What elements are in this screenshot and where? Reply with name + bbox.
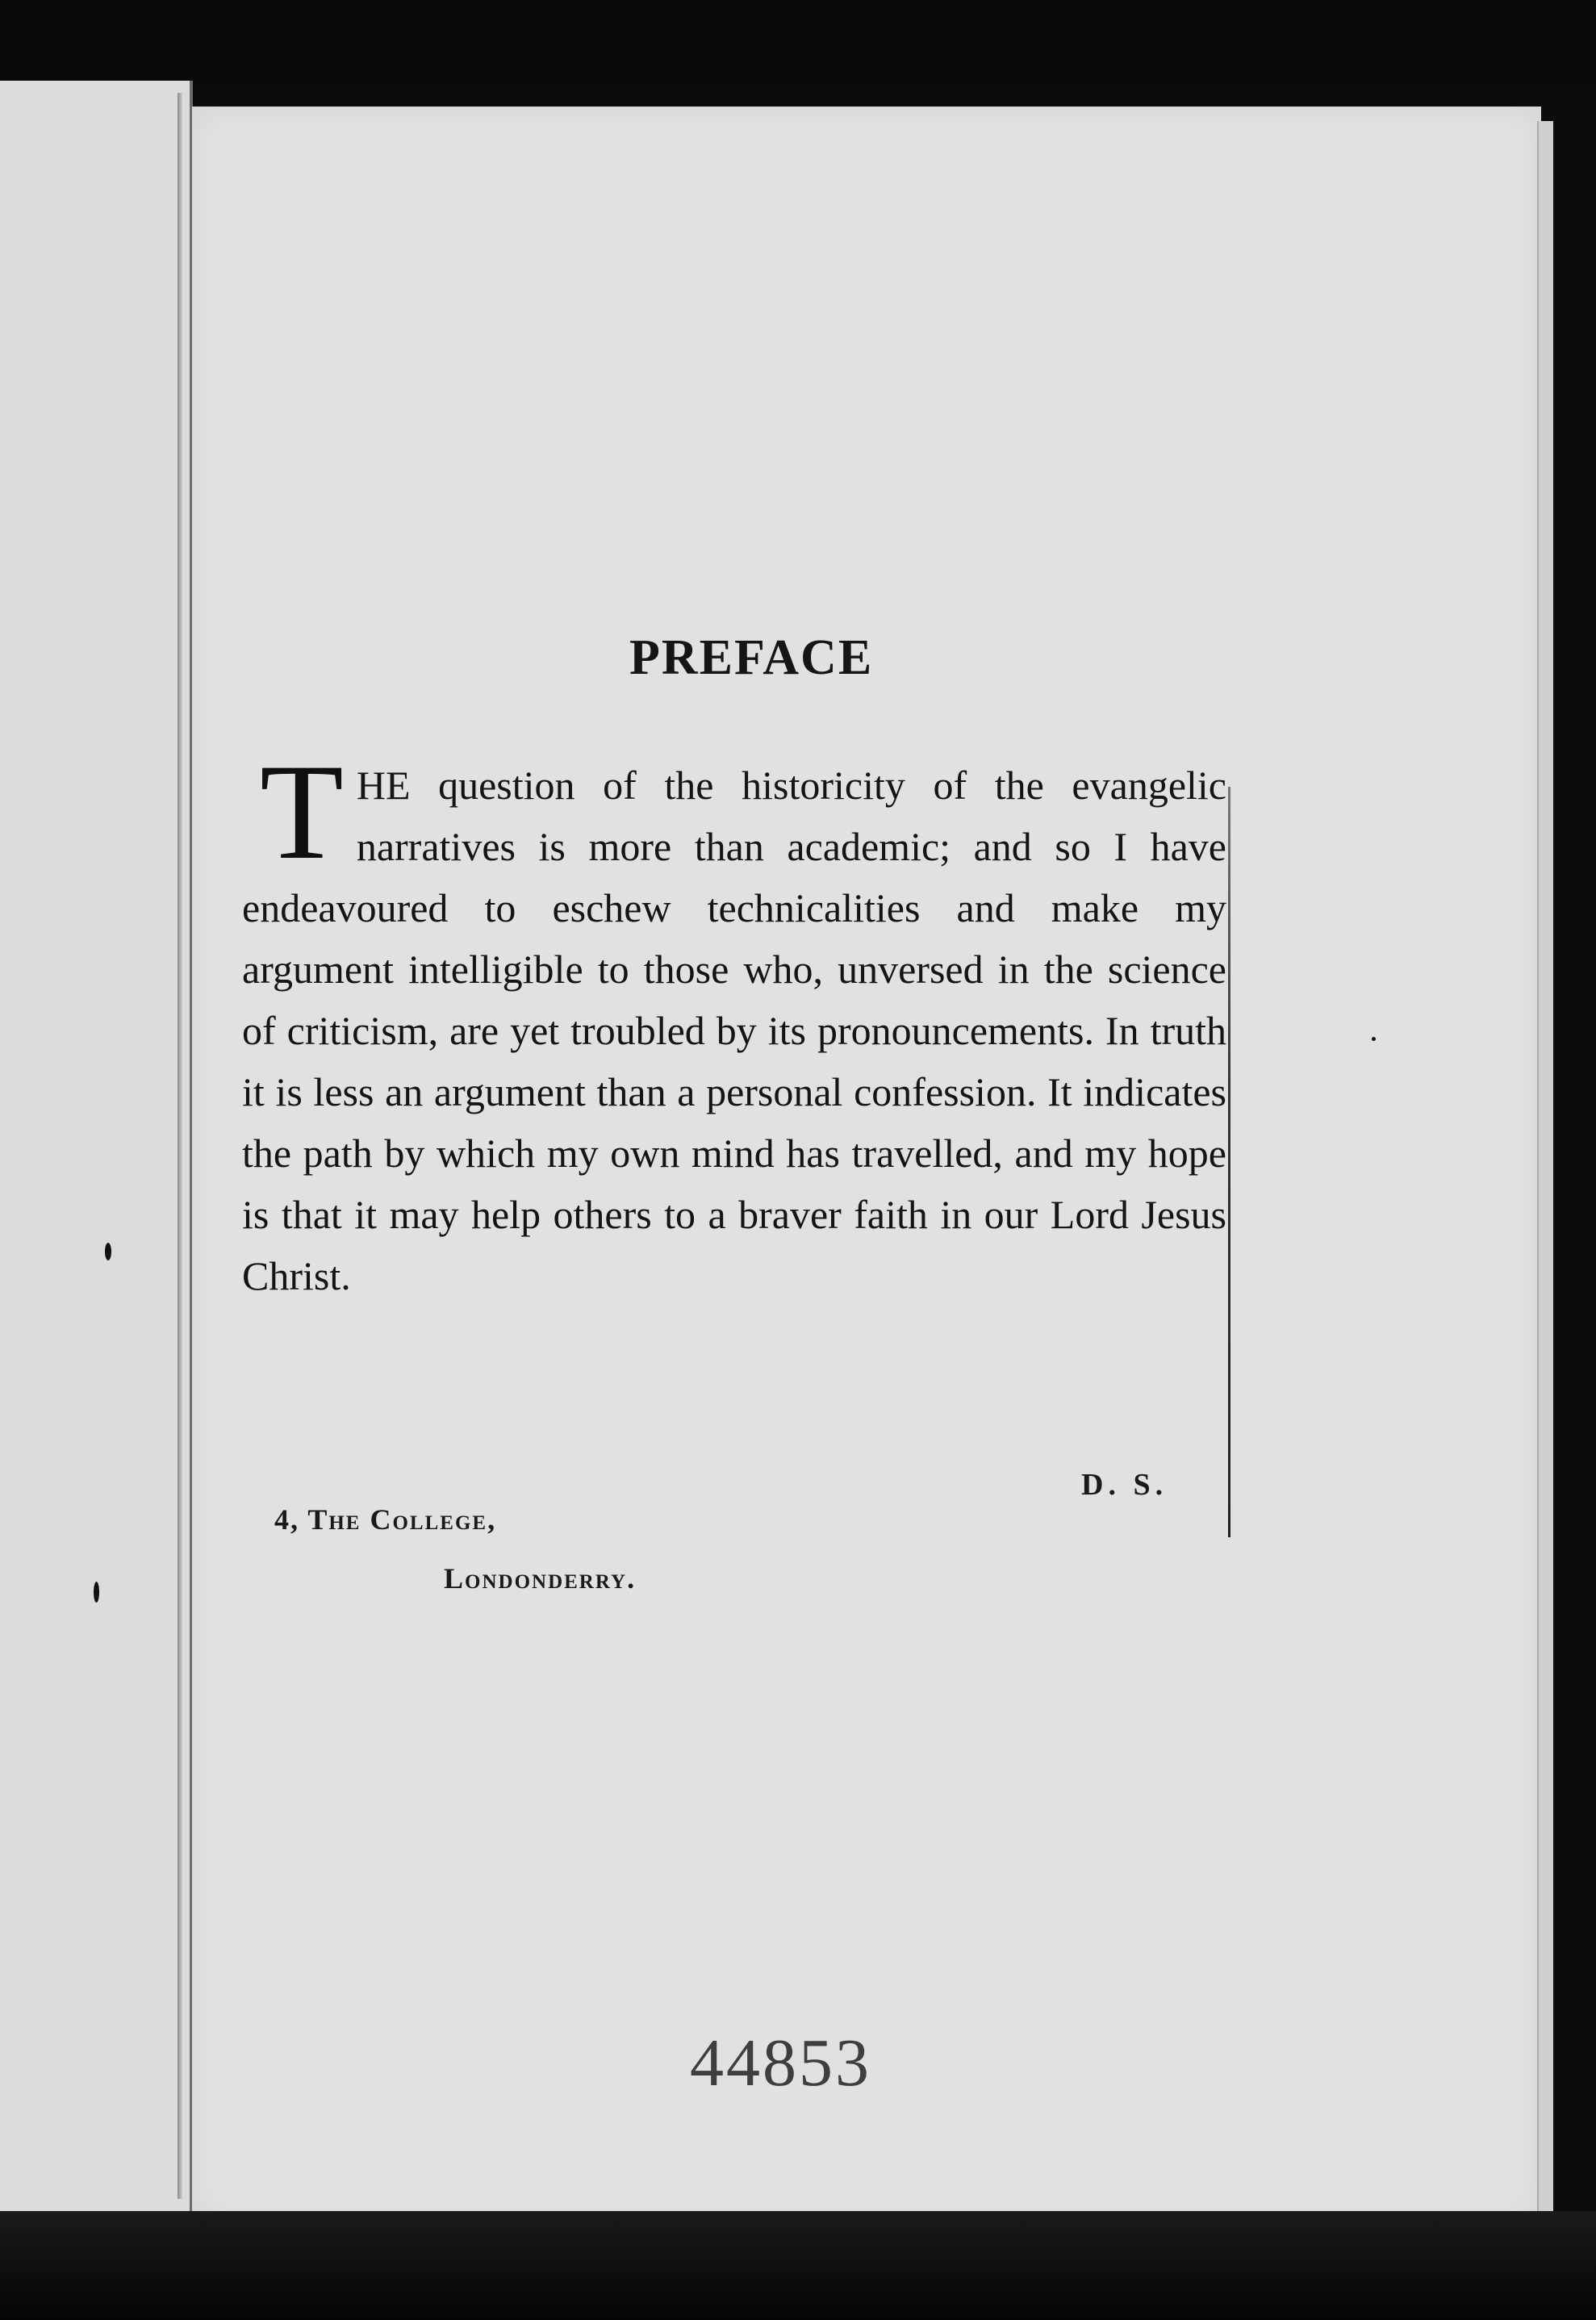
- scan-speck: [105, 1243, 111, 1260]
- author-initials: D. S.: [1081, 1468, 1168, 1502]
- accession-number: 44853: [690, 2025, 871, 2101]
- drop-cap: T: [260, 736, 344, 888]
- scan-speck: [1372, 1037, 1376, 1041]
- address-line-2: Londonderry.: [444, 1562, 637, 1595]
- preface-body: [242, 736, 1226, 1306]
- scan-speck: [94, 1582, 99, 1603]
- facing-page-strip: [0, 81, 193, 2211]
- preface-text: HE question of the historicity of the evangelic narratives is more than academic; and so I have endeavoured to eschew technicalities and make my argument intelligible to those who, unversed in the science of criticism, are yet troubled by its pronouncements. In truth it is less an argument than a personal confession. It indicates the path by which my own mind has travelled, and my hope is that it may help others to a braver faith in our Lord Jesus Christ.: [242, 763, 1226, 1298]
- scan-margin-line: [1228, 787, 1230, 1537]
- page-title: PREFACE: [629, 630, 874, 685]
- page-gutter-edge: [178, 93, 182, 2199]
- scan-background-bottom: [0, 2211, 1596, 2320]
- page-right-edge: [1537, 121, 1553, 2219]
- address-line-1: 4, The College,: [274, 1503, 497, 1536]
- scan-background-top: [0, 0, 1596, 89]
